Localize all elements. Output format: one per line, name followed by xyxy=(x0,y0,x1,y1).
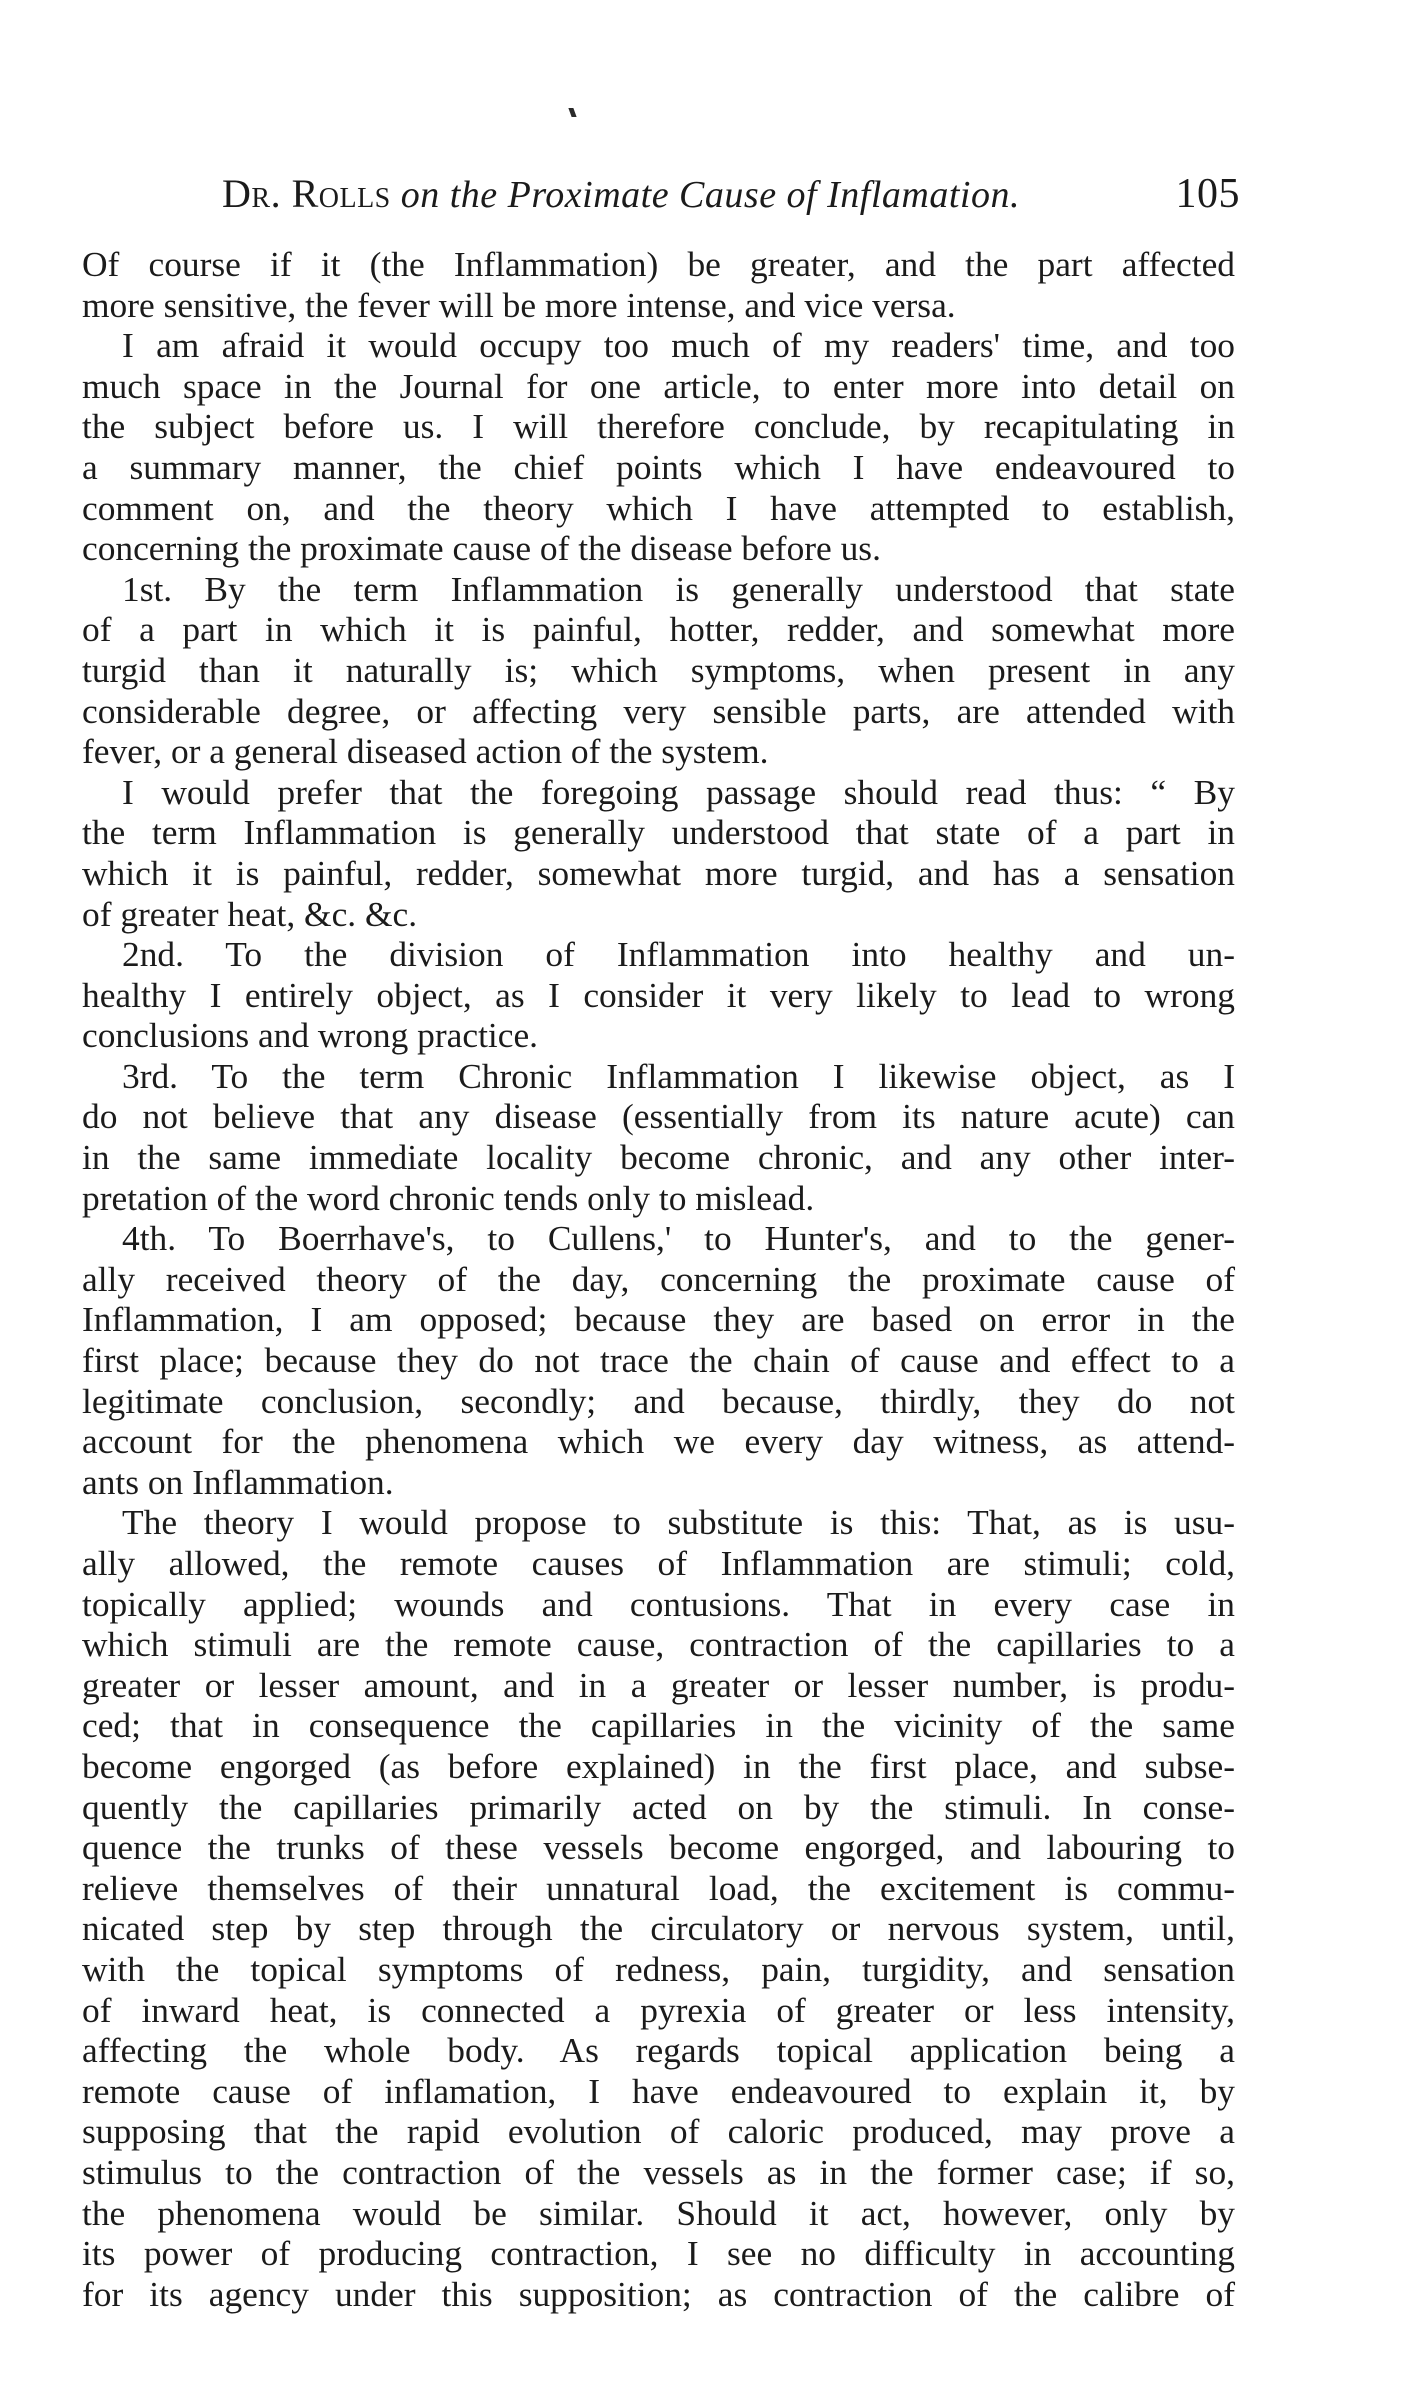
text-line: stimulus to the contraction of the vessels as in the former case; if so, xyxy=(82,2151,1235,2192)
text-line: supposing that the rapid evolution of caloric produced, may prove a xyxy=(82,2111,1235,2152)
text-line: 2nd. To the division of Inflammation into healthy and un- xyxy=(122,934,1235,975)
text-line: of a part in which it is painful, hotter, redder, and somewhat more xyxy=(82,609,1235,650)
text-line: the term Inflammation is generally understood that state of a part in xyxy=(82,812,1235,853)
stray-ink-mark xyxy=(568,108,576,117)
page-number: 105 xyxy=(1175,171,1240,217)
text-line: Of course if it (the Inflammation) be greater, and the part affected xyxy=(82,244,1235,284)
text-line: more sensitive, the fever will be more intense, and vice versa. xyxy=(82,284,956,325)
text-line: legitimate conclusion, secondly; and because, thirdly, they do not xyxy=(82,1380,1235,1421)
text-line: in the same immediate locality become chronic, and any other inter- xyxy=(82,1137,1235,1178)
body-text xyxy=(82,244,1235,2314)
text-line: quently the capillaries primarily acted on by the stimuli. In conse- xyxy=(82,1786,1235,1827)
text-line: considerable degree, or affecting very sensible parts, are attended with xyxy=(82,690,1235,731)
text-line: do not believe that any disease (essentially from its nature acute) can xyxy=(82,1096,1235,1137)
text-line: quence the trunks of these vessels become engorged, and labouring to xyxy=(82,1827,1235,1868)
text-line: conclusions and wrong practice. xyxy=(82,1015,538,1056)
text-line: the subject before us. I will therefore conclude, by recapitulating in xyxy=(82,406,1235,447)
text-line: I am afraid it would occupy too much of my readers' time, and too xyxy=(122,325,1235,366)
text-line: a summary manner, the chief points which I have endeavoured to xyxy=(82,446,1235,487)
text-line: pretation of the word chronic tends only to mislead. xyxy=(82,1177,815,1218)
text-line: fever, or a general diseased action of the system. xyxy=(82,731,769,772)
text-line: remote cause of inflamation, I have endeavoured to explain it, by xyxy=(82,2070,1235,2111)
text-line: nicated step by step through the circulatory or nervous system, until, xyxy=(82,1908,1235,1949)
text-line: which it is painful, redder, somewhat more turgid, and has a sensation xyxy=(82,852,1235,893)
text-line: for its agency under this supposition; as contraction of the calibre of xyxy=(82,2273,1235,2314)
text-line: relieve themselves of their unnatural load, the excitement is commu- xyxy=(82,1867,1235,1908)
text-line: first place; because they do not trace the chain of cause and effect to a xyxy=(82,1340,1235,1381)
text-line: turgid than it naturally is; which symptoms, when present in any xyxy=(82,649,1235,690)
text-line: The theory I would propose to substitute is this: That, as is usu- xyxy=(122,1502,1235,1543)
text-line: become engorged (as before explained) in the first place, and subse- xyxy=(82,1745,1235,1786)
text-line: the phenomena would be similar. Should it act, however, only by xyxy=(82,2192,1235,2233)
running-head-author: Dr. Rolls xyxy=(222,171,391,216)
text-line: affecting the whole body. As regards topical application being a xyxy=(82,2030,1235,2071)
text-line: of inward heat, is connected a pyrexia of greater or less intensity, xyxy=(82,1989,1235,2030)
text-line: concerning the proximate cause of the disease before us. xyxy=(82,528,881,569)
text-line: ally received theory of the day, concerning the proximate cause of xyxy=(82,1258,1235,1299)
running-head-title: on the Proximate Cause of Inflamation. xyxy=(400,174,1020,216)
text-line: topically applied; wounds and contusions. That in every case in xyxy=(82,1583,1235,1624)
text-line: of greater heat, &c. &c. xyxy=(82,893,418,934)
text-line: 1st. By the term Inflammation is generally understood that state xyxy=(122,568,1235,609)
text-line: ally allowed, the remote causes of Inflammation are stimuli; cold, xyxy=(82,1543,1235,1583)
text-line: comment on, and the theory which I have attempted to establish, xyxy=(82,487,1235,528)
text-line: 4th. To Boerrhave's, to Cullens,' to Hunter's, and to the gener- xyxy=(122,1218,1235,1259)
text-line: healthy I entirely object, as I consider it very likely to lead to wrong xyxy=(82,974,1235,1015)
text-line: ced; that in consequence the capillaries in the vicinity of the same xyxy=(82,1705,1235,1746)
text-line: which stimuli are the remote cause, contraction of the capillaries to a xyxy=(82,1624,1235,1665)
text-line: ants on Inflammation. xyxy=(82,1461,394,1502)
text-line: Inflammation, I am opposed; because they are based on error in the xyxy=(82,1299,1235,1340)
text-line: I would prefer that the foregoing passage should read thus: “ By xyxy=(122,771,1235,812)
text-line: its power of producing contraction, I see no difficulty in accounting xyxy=(82,2233,1235,2274)
text-line: with the topical symptoms of redness, pain, turgidity, and sensation xyxy=(82,1948,1235,1989)
text-line: much space in the Journal for one article, to enter more into detail on xyxy=(82,365,1235,406)
text-line: account for the phenomena which we every day witness, as attend- xyxy=(82,1421,1235,1462)
text-line: 3rd. To the term Chronic Inflammation I likewise object, as I xyxy=(122,1055,1235,1096)
running-head xyxy=(222,164,1240,224)
text-line: greater or lesser amount, and in a greater or lesser number, is produ- xyxy=(82,1664,1235,1705)
